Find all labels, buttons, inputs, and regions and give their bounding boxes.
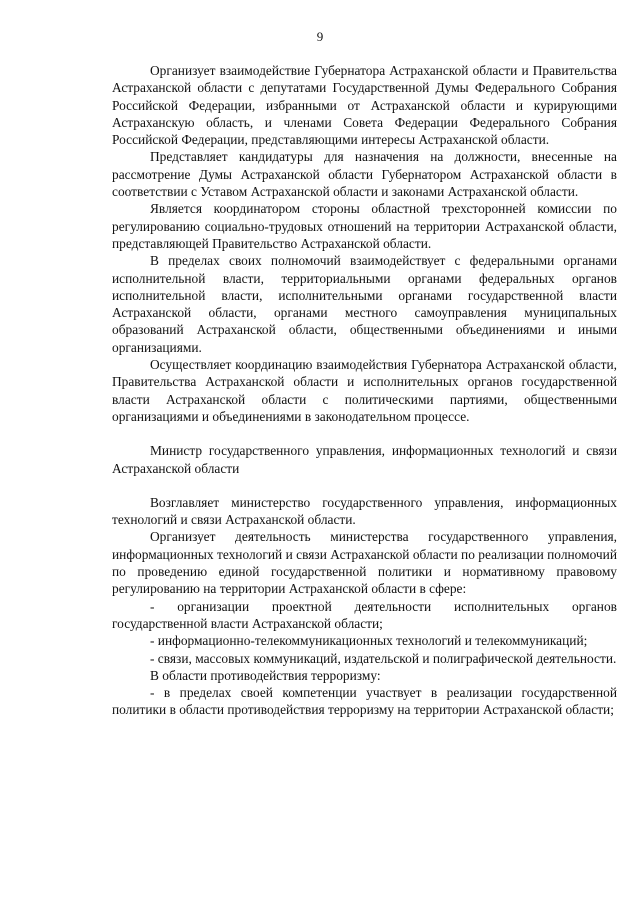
paragraph: В пределах своих полномочий взаимодействует с федеральными органами исполнительной власти, территориальными органами федеральных органов исполнительной власти, исполнительными органами государственной власти Астраханской области, органами местного самоуправления муниципальных образований Астраханской области, общественными объединениями и иными организациями. [112,253,617,355]
section-heading: Министр государственного управления, информационных технологий и связи Астраханской области [112,443,617,476]
document-body [112,62,617,719]
paragraph: Организует взаимодействие Губернатора Астраханской области и Правительства Астраханской области с депутатами Государственной Думы Федерального Собрания Российской Федерации, избранными от Астраханской области и курирующими Астраханскую область, и членами Совета Федерации Федерального Собрания Российской Федерации, представляющими интересы Астраханской области. [112,63,617,148]
list-item: - связи, массовых коммуникаций, издательской и полиграфической деятельности. [150,650,617,666]
list-item: - в пределах своей компетенции участвует в реализации государственной политики в области противодействия терроризму на территории Астраханской области; [112,685,617,718]
page-number: 9 [316,29,324,44]
paragraph: В области противодействия терроризму: [150,667,381,683]
paragraph: Представляет кандидатуры для назначения на должности, внесенные на рассмотрение Думы Астраханской области Губернатором Астраханской области в соответствии с Уставом Астраханской области и законами Астраханской области. [112,149,617,200]
paragraph: Организует деятельность министерства государственного управления, информационных технологий и связи Астраханской области по реализации полномочий по проведению единой государственной политики и нормативному правовому регулированию на территории Астраханской области в сфере: [112,529,617,597]
list-item: - информационно-телекоммуникационных технологий и телекоммуникаций; [150,633,588,649]
paragraph: Осуществляет координацию взаимодействия Губернатора Астраханской области, Правительства Астраханской области и исполнительных органов государственной власти Астраханской области с политическими партиями, общественными организациями и объединениями в законодательном процессе. [112,357,617,424]
spacer [112,425,617,442]
spacer [112,477,617,494]
paragraph: Является координатором стороны областной трехсторонней комиссии по регулированию социально-трудовых отношений на территории Астраханской области, представляющей Правительство Астраханской области. [112,201,617,251]
paragraph: Возглавляет министерство государственного управления, информационных технологий и связи Астраханской области. [112,494,617,528]
list-item: - организации проектной деятельности исполнительных органов государственной власти Астраханской области; [112,598,617,631]
